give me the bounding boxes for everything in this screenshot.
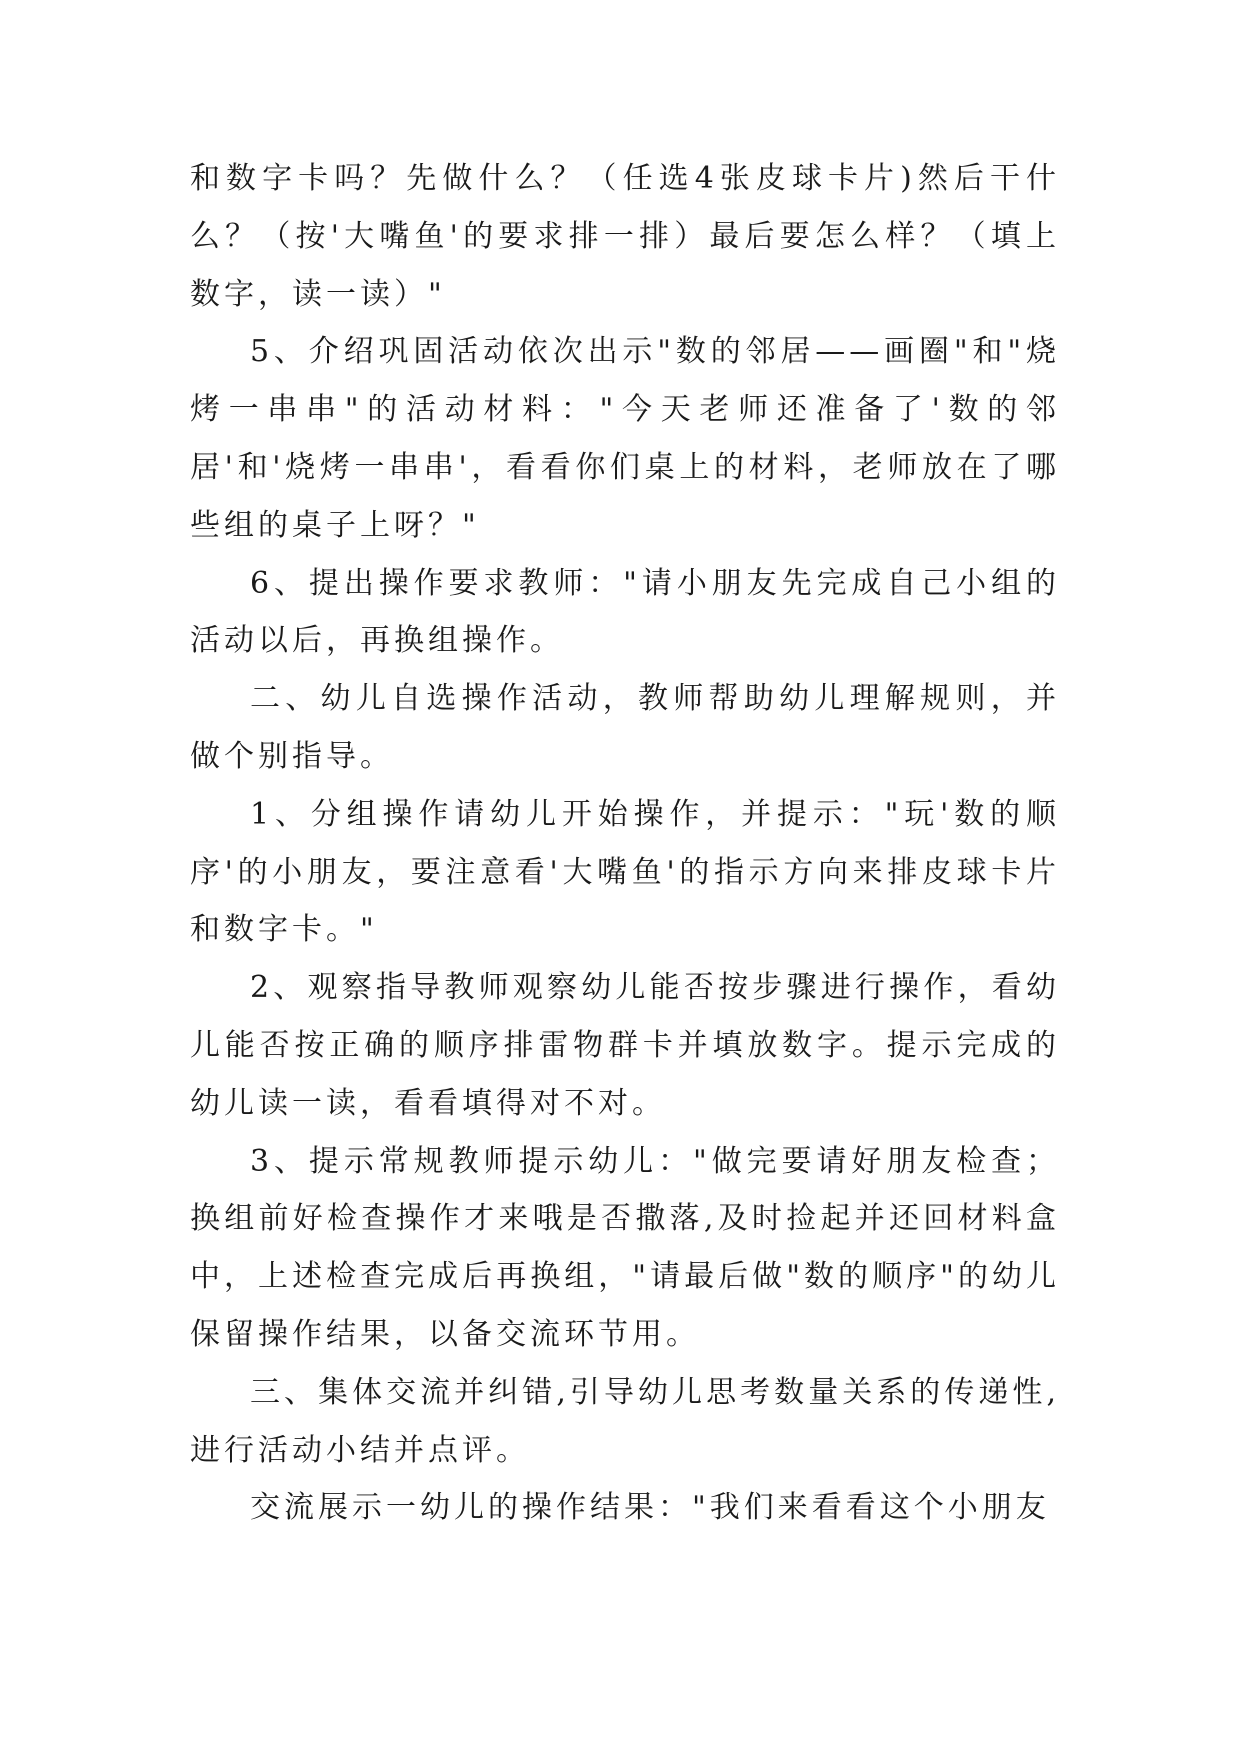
paragraph: 2、观察指导教师观察幼儿能否按步骤进行操作，看幼儿能否按正确的顺序排雷物群卡并填放数字。提示完成的幼儿读一读，看看填得对不对。 (190, 970, 1060, 1121)
document-body (190, 150, 1060, 1537)
paragraph: 交流展示一幼儿的操作结果："我们来看看这个小朋友 (250, 1490, 1050, 1526)
paragraph: 三、集体交流并纠错,引导幼儿思考数量关系的传递性,进行活动小结并点评。 (190, 1374, 1060, 1468)
paragraph: 3、提示常规教师提示幼儿："做完要请好朋友检查；换组前好检查操作才来哦是否撒落,及时捡起并还回材料盒中，上述检查完成后再换组，"请最后做"数的顺序"的幼儿保留操作结果，以备交流环节用。 (190, 1143, 1060, 1352)
paragraph: 1、分组操作请幼儿开始操作，并提示："玩'数的顺序'的小朋友，要注意看'大嘴鱼'的指示方向来排皮球卡片和数字卡。" (190, 796, 1060, 948)
paragraph: 二、幼儿自选操作活动，教师帮助幼儿理解规则，并做个别指导。 (190, 681, 1060, 774)
paragraph: 5、介绍巩固活动依次出示"数的邻居——画圈"和"烧烤一串串"的活动材料："今天老师还准备了'数的邻居'和'烧烤一串串'，看看你们桌上的材料，老师放在了哪些组的桌子上呀？" (190, 334, 1060, 543)
paragraph: 6、提出操作要求教师："请小朋友先完成自己小组的活动以后，再换组操作。 (190, 565, 1060, 659)
paragraph: 和数字卡吗？先做什么？（任选4张皮球卡片)然后干什么？（按'大嘴鱼'的要求排一排）最后要怎么样？（填上数字，读一读）" (190, 161, 1060, 312)
